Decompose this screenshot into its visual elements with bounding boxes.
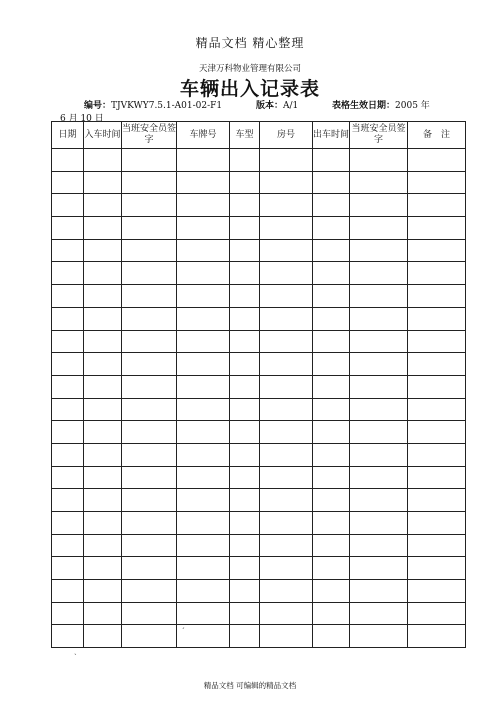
table-cell[interactable] bbox=[52, 217, 84, 240]
table-cell[interactable] bbox=[408, 171, 466, 194]
form-version-label: 版本： bbox=[256, 101, 284, 111]
table-cell[interactable] bbox=[177, 149, 230, 172]
table-cell[interactable] bbox=[52, 489, 84, 512]
table-cell[interactable] bbox=[408, 239, 466, 262]
table-cell[interactable] bbox=[408, 375, 466, 398]
table-header-row bbox=[52, 122, 466, 149]
table-cell[interactable] bbox=[260, 171, 313, 194]
table-cell[interactable] bbox=[230, 262, 260, 285]
table-cell[interactable] bbox=[260, 307, 313, 330]
table-cell[interactable] bbox=[313, 217, 350, 240]
table-cell[interactable] bbox=[230, 489, 260, 512]
table-cell[interactable] bbox=[84, 534, 122, 557]
table-cell[interactable] bbox=[177, 285, 230, 308]
table-cell[interactable] bbox=[52, 171, 84, 194]
table-cell[interactable] bbox=[260, 534, 313, 557]
table-cell[interactable] bbox=[260, 239, 313, 262]
effective-date-continued: 6 月 10 日 bbox=[60, 114, 104, 124]
company-name: 天津万科物业管理有限公司 bbox=[198, 64, 301, 74]
column-header-remarks: 备 注 bbox=[408, 122, 466, 149]
table-cell[interactable] bbox=[122, 443, 177, 466]
table-cell[interactable] bbox=[84, 557, 122, 580]
table-cell[interactable] bbox=[177, 421, 230, 444]
column-header-exit-guard-signature: 当班安全员签字 bbox=[350, 122, 408, 149]
table-cell[interactable] bbox=[350, 171, 408, 194]
table-cell[interactable] bbox=[84, 466, 122, 489]
column-header-room-number: 房号 bbox=[260, 122, 313, 149]
table-cell[interactable] bbox=[177, 262, 230, 285]
table-cell[interactable] bbox=[408, 512, 466, 535]
table-cell[interactable] bbox=[84, 353, 122, 376]
table-cell[interactable] bbox=[350, 557, 408, 580]
table-cell[interactable] bbox=[52, 262, 84, 285]
table-cell[interactable] bbox=[84, 149, 122, 172]
table-cell[interactable] bbox=[177, 171, 230, 194]
table-cell[interactable] bbox=[350, 375, 408, 398]
table-cell[interactable] bbox=[52, 330, 84, 353]
table-cell[interactable] bbox=[230, 353, 260, 376]
form-version bbox=[256, 98, 298, 111]
table-cell[interactable] bbox=[260, 149, 313, 172]
table-cell[interactable] bbox=[260, 285, 313, 308]
table-cell[interactable] bbox=[122, 466, 177, 489]
table-cell[interactable] bbox=[52, 353, 84, 376]
table-cell[interactable] bbox=[350, 330, 408, 353]
stray-mark: ˏ bbox=[74, 646, 77, 655]
form-code-value: TJVKWY7.5.1-A01-02-F1 bbox=[111, 101, 223, 111]
table-cell[interactable] bbox=[230, 625, 260, 648]
table-cell[interactable] bbox=[177, 353, 230, 376]
table-cell[interactable] bbox=[313, 262, 350, 285]
table-cell[interactable] bbox=[350, 239, 408, 262]
table-cell[interactable] bbox=[350, 512, 408, 535]
table-cell[interactable] bbox=[177, 217, 230, 240]
table-cell[interactable] bbox=[313, 466, 350, 489]
table-cell[interactable] bbox=[122, 171, 177, 194]
table-cell[interactable] bbox=[122, 557, 177, 580]
table-cell[interactable] bbox=[230, 534, 260, 557]
table-cell[interactable] bbox=[230, 602, 260, 625]
table-cell[interactable] bbox=[84, 171, 122, 194]
table-cell[interactable] bbox=[260, 421, 313, 444]
table-cell[interactable] bbox=[260, 353, 313, 376]
table-row bbox=[52, 398, 466, 421]
table-cell[interactable] bbox=[122, 285, 177, 308]
table-cell[interactable] bbox=[84, 262, 122, 285]
table-cell[interactable] bbox=[260, 443, 313, 466]
column-header-vehicle-type: 车型 bbox=[230, 122, 260, 149]
table-row bbox=[52, 217, 466, 240]
table-cell[interactable] bbox=[52, 194, 84, 217]
table-row bbox=[52, 580, 466, 603]
stray-mark: ˊ bbox=[181, 627, 185, 636]
table-cell[interactable] bbox=[122, 534, 177, 557]
table-cell[interactable] bbox=[52, 602, 84, 625]
table-cell[interactable] bbox=[260, 398, 313, 421]
table-cell[interactable] bbox=[260, 512, 313, 535]
table-cell[interactable] bbox=[350, 580, 408, 603]
table-cell[interactable] bbox=[177, 239, 230, 262]
table-cell[interactable] bbox=[408, 330, 466, 353]
table-cell[interactable] bbox=[260, 262, 313, 285]
table-cell[interactable] bbox=[408, 353, 466, 376]
table-cell[interactable] bbox=[408, 149, 466, 172]
table-cell[interactable] bbox=[230, 580, 260, 603]
effective-date-value: 2005 年 bbox=[395, 101, 430, 111]
table-cell[interactable] bbox=[84, 217, 122, 240]
effective-date-label: 表格生效日期： bbox=[332, 101, 396, 111]
table-cell[interactable] bbox=[313, 512, 350, 535]
table-cell[interactable] bbox=[313, 443, 350, 466]
table-cell[interactable] bbox=[313, 534, 350, 557]
table-cell[interactable] bbox=[84, 194, 122, 217]
table-cell[interactable] bbox=[177, 330, 230, 353]
table-cell[interactable] bbox=[84, 398, 122, 421]
table-cell[interactable] bbox=[350, 443, 408, 466]
table-cell[interactable] bbox=[313, 489, 350, 512]
table-cell[interactable] bbox=[260, 580, 313, 603]
table-cell[interactable] bbox=[177, 557, 230, 580]
table-cell[interactable] bbox=[313, 285, 350, 308]
table-cell[interactable] bbox=[408, 217, 466, 240]
table-cell[interactable] bbox=[177, 489, 230, 512]
table-cell[interactable] bbox=[230, 421, 260, 444]
table-cell[interactable] bbox=[84, 239, 122, 262]
table-cell[interactable] bbox=[313, 239, 350, 262]
table-cell[interactable] bbox=[177, 602, 230, 625]
table-cell[interactable] bbox=[52, 285, 84, 308]
table-cell[interactable] bbox=[313, 580, 350, 603]
table-cell[interactable] bbox=[350, 534, 408, 557]
table-cell[interactable] bbox=[177, 307, 230, 330]
form-code-label: 编号： bbox=[84, 101, 112, 111]
table-cell[interactable] bbox=[313, 398, 350, 421]
table-cell[interactable] bbox=[84, 285, 122, 308]
table-cell[interactable] bbox=[84, 330, 122, 353]
table-cell[interactable] bbox=[350, 602, 408, 625]
table-cell[interactable] bbox=[313, 353, 350, 376]
column-header-date: 日期 bbox=[52, 122, 84, 149]
table-cell[interactable] bbox=[313, 307, 350, 330]
table-row bbox=[52, 421, 466, 444]
table-cell[interactable] bbox=[177, 398, 230, 421]
table-cell[interactable] bbox=[52, 534, 84, 557]
table-cell[interactable] bbox=[230, 239, 260, 262]
table-cell[interactable] bbox=[350, 353, 408, 376]
table-cell[interactable] bbox=[122, 307, 177, 330]
table-cell[interactable] bbox=[230, 307, 260, 330]
table-cell[interactable] bbox=[177, 466, 230, 489]
table-cell[interactable] bbox=[408, 557, 466, 580]
table-row bbox=[52, 443, 466, 466]
table-cell[interactable] bbox=[52, 421, 84, 444]
table-cell[interactable] bbox=[313, 625, 350, 648]
table-cell[interactable] bbox=[350, 398, 408, 421]
table-cell[interactable] bbox=[313, 602, 350, 625]
form-title: 车辆出入记录表 bbox=[179, 78, 320, 100]
table-cell[interactable] bbox=[122, 512, 177, 535]
table-row bbox=[52, 149, 466, 172]
table-cell[interactable] bbox=[350, 489, 408, 512]
table-row bbox=[52, 262, 466, 285]
table-cell[interactable] bbox=[122, 194, 177, 217]
table-cell[interactable] bbox=[122, 330, 177, 353]
table-cell[interactable] bbox=[84, 625, 122, 648]
table-row bbox=[52, 625, 466, 648]
table-cell[interactable] bbox=[122, 580, 177, 603]
table-cell[interactable] bbox=[122, 262, 177, 285]
table-body bbox=[52, 149, 466, 648]
table-cell[interactable] bbox=[408, 580, 466, 603]
table-cell[interactable] bbox=[122, 149, 177, 172]
table-row bbox=[52, 307, 466, 330]
table-cell[interactable] bbox=[260, 466, 313, 489]
table-cell[interactable] bbox=[52, 398, 84, 421]
table-cell[interactable] bbox=[230, 557, 260, 580]
table-cell[interactable] bbox=[350, 194, 408, 217]
table-cell[interactable] bbox=[52, 512, 84, 535]
column-header-entry-time: 入车时间 bbox=[84, 122, 122, 149]
table-row bbox=[52, 353, 466, 376]
table-cell[interactable] bbox=[230, 512, 260, 535]
table-cell[interactable] bbox=[260, 194, 313, 217]
table-cell[interactable] bbox=[230, 398, 260, 421]
table-cell[interactable] bbox=[177, 443, 230, 466]
table-cell[interactable] bbox=[260, 217, 313, 240]
table-cell[interactable] bbox=[177, 194, 230, 217]
table-cell[interactable] bbox=[313, 171, 350, 194]
table-cell[interactable] bbox=[84, 421, 122, 444]
effective-date bbox=[332, 98, 430, 111]
table-cell[interactable] bbox=[313, 557, 350, 580]
table-cell[interactable] bbox=[260, 330, 313, 353]
table-cell[interactable] bbox=[350, 421, 408, 444]
table-row bbox=[52, 375, 466, 398]
table-row bbox=[52, 194, 466, 217]
table-cell[interactable] bbox=[177, 512, 230, 535]
table-cell[interactable] bbox=[230, 194, 260, 217]
table-cell[interactable] bbox=[260, 557, 313, 580]
table-cell[interactable] bbox=[230, 217, 260, 240]
table-cell[interactable] bbox=[260, 489, 313, 512]
table-cell[interactable] bbox=[408, 307, 466, 330]
table-cell[interactable] bbox=[350, 262, 408, 285]
table-cell[interactable] bbox=[122, 625, 177, 648]
table-row bbox=[52, 239, 466, 262]
table-cell[interactable] bbox=[52, 307, 84, 330]
table-cell[interactable] bbox=[122, 217, 177, 240]
table-cell[interactable] bbox=[408, 285, 466, 308]
table-cell[interactable] bbox=[84, 580, 122, 603]
table-cell[interactable] bbox=[84, 375, 122, 398]
table-cell[interactable] bbox=[260, 602, 313, 625]
table-cell[interactable] bbox=[230, 171, 260, 194]
table-cell[interactable] bbox=[84, 443, 122, 466]
table-cell[interactable] bbox=[122, 375, 177, 398]
table-cell[interactable] bbox=[408, 194, 466, 217]
table-cell[interactable] bbox=[177, 375, 230, 398]
table-cell[interactable] bbox=[313, 194, 350, 217]
table-row bbox=[52, 602, 466, 625]
table-cell[interactable] bbox=[52, 625, 84, 648]
table-cell[interactable] bbox=[408, 602, 466, 625]
table-cell[interactable] bbox=[350, 149, 408, 172]
table-row bbox=[52, 557, 466, 580]
table-cell[interactable] bbox=[408, 262, 466, 285]
vehicle-log-table bbox=[51, 121, 466, 648]
form-code bbox=[84, 98, 222, 111]
table-cell[interactable] bbox=[260, 625, 313, 648]
table-cell[interactable] bbox=[408, 625, 466, 648]
table-row bbox=[52, 512, 466, 535]
table-cell[interactable] bbox=[408, 398, 466, 421]
table-row bbox=[52, 466, 466, 489]
table-cell[interactable] bbox=[230, 443, 260, 466]
form-version-value: A/1 bbox=[283, 101, 299, 111]
table-cell[interactable] bbox=[122, 398, 177, 421]
table-cell[interactable] bbox=[350, 285, 408, 308]
table-cell[interactable] bbox=[260, 375, 313, 398]
table-cell[interactable] bbox=[52, 557, 84, 580]
table-cell[interactable] bbox=[350, 217, 408, 240]
page-footer: 精品文档 可编辑的精品文档 bbox=[203, 681, 297, 690]
table-cell[interactable] bbox=[52, 443, 84, 466]
table-cell[interactable] bbox=[52, 149, 84, 172]
table-cell[interactable] bbox=[230, 149, 260, 172]
table-cell[interactable] bbox=[230, 330, 260, 353]
table-cell[interactable] bbox=[313, 421, 350, 444]
table-cell[interactable] bbox=[408, 466, 466, 489]
table-cell[interactable] bbox=[408, 421, 466, 444]
table-row bbox=[52, 534, 466, 557]
table-cell[interactable] bbox=[230, 375, 260, 398]
table-cell[interactable] bbox=[408, 534, 466, 557]
table-cell[interactable] bbox=[84, 512, 122, 535]
table-cell[interactable] bbox=[230, 285, 260, 308]
table-cell[interactable] bbox=[313, 149, 350, 172]
table-row bbox=[52, 489, 466, 512]
table-cell[interactable] bbox=[52, 239, 84, 262]
table-cell[interactable] bbox=[230, 466, 260, 489]
table-cell[interactable] bbox=[313, 375, 350, 398]
table-cell[interactable] bbox=[350, 466, 408, 489]
table-cell[interactable] bbox=[122, 489, 177, 512]
table-cell[interactable] bbox=[122, 602, 177, 625]
column-header-exit-time: 出车时间 bbox=[313, 122, 350, 149]
column-header-plate-number: 车牌号 bbox=[177, 122, 230, 149]
table-cell[interactable] bbox=[122, 239, 177, 262]
table-cell[interactable] bbox=[350, 307, 408, 330]
column-header-entry-guard-signature: 当班安全员签字 bbox=[122, 122, 177, 149]
table-cell[interactable] bbox=[177, 580, 230, 603]
table-cell[interactable] bbox=[52, 580, 84, 603]
table-cell[interactable] bbox=[350, 625, 408, 648]
table-cell[interactable] bbox=[177, 534, 230, 557]
table-row bbox=[52, 285, 466, 308]
table-cell[interactable] bbox=[84, 602, 122, 625]
table-cell[interactable] bbox=[122, 421, 177, 444]
table-cell[interactable] bbox=[122, 353, 177, 376]
table-cell[interactable] bbox=[313, 330, 350, 353]
table-cell[interactable] bbox=[84, 489, 122, 512]
table-row bbox=[52, 171, 466, 194]
table-cell[interactable] bbox=[52, 466, 84, 489]
header-note: 精品文档 精心整理 bbox=[195, 36, 305, 50]
table-cell[interactable] bbox=[408, 489, 466, 512]
table-cell[interactable] bbox=[52, 375, 84, 398]
table-cell[interactable] bbox=[408, 443, 466, 466]
table-row bbox=[52, 330, 466, 353]
table-cell[interactable] bbox=[84, 307, 122, 330]
